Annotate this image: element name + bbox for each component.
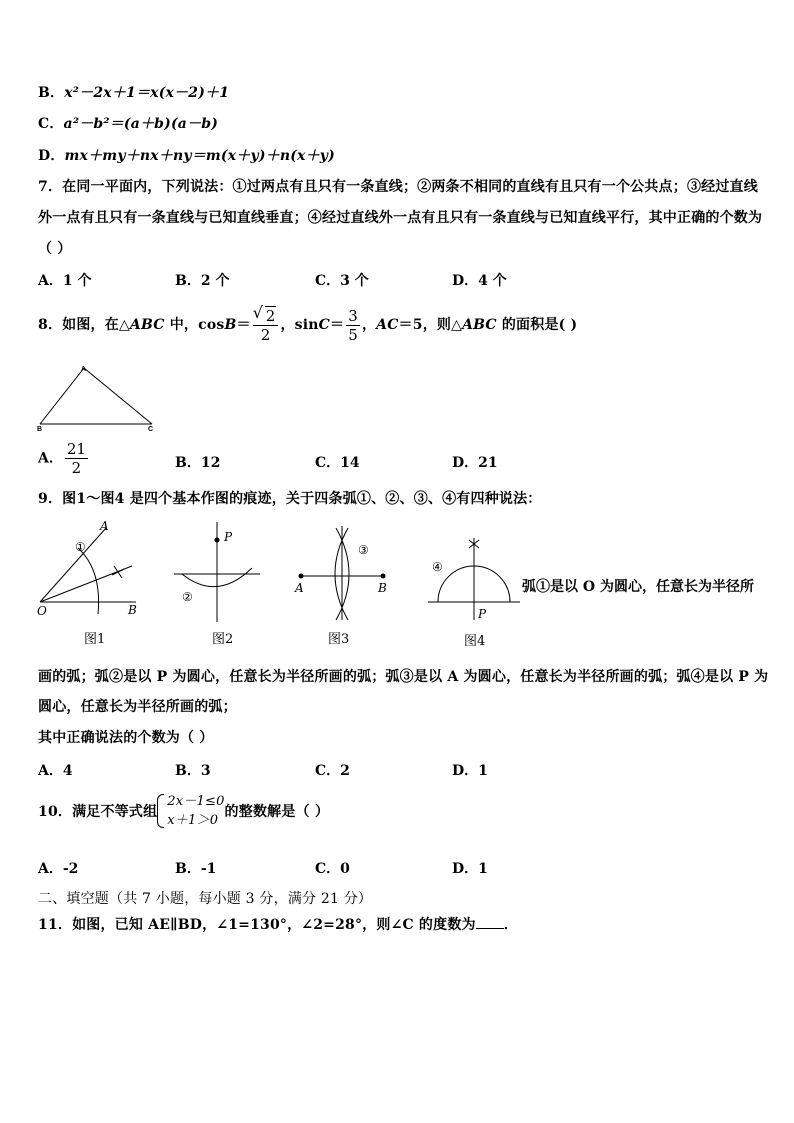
denominator: 2	[260, 326, 271, 344]
option-label: D．	[38, 148, 65, 164]
q8-triangle-figure	[36, 362, 158, 432]
q7-line3: （ ）	[38, 241, 72, 257]
q11-end: ．	[503, 917, 518, 933]
option-expression: mx＋my＋nx＋ny＝m(x＋y)＋n(x＋y)	[64, 148, 335, 164]
option-expression: x²－2x＋1＝x(x－2)＋1	[64, 85, 230, 101]
option-label: B．	[38, 85, 65, 101]
q8-text: ＝	[329, 317, 345, 333]
q8-angle-b: B	[224, 317, 237, 333]
q10-text: 10．满足不等式组	[38, 804, 158, 820]
q8-option-d: D．21	[452, 455, 498, 471]
figure-4-caption: 图4	[464, 634, 486, 649]
arc-label: ①	[75, 540, 86, 554]
label-a: A	[295, 581, 304, 595]
inequality-system	[157, 792, 224, 830]
q9-line2: 画的弧；弧②是以 P 为圆心，任意长为半径所画的弧；弧③是以 A 为圆心，任意长为半径所画的弧；弧④是以 P 为	[38, 669, 769, 685]
point-a	[299, 574, 304, 579]
q10-option-c: C．0	[315, 861, 350, 877]
q8-text: ，	[361, 317, 377, 333]
q8-text: 的面积是( )	[496, 317, 578, 333]
ray-oa	[40, 528, 106, 602]
point-p	[215, 538, 220, 543]
q7-option-a: A．1 个	[38, 273, 92, 289]
q8-side-ac: AC	[376, 317, 399, 333]
label-p: P	[478, 607, 487, 621]
inequality-1: 2x－1≤0	[167, 794, 225, 809]
denominator: 5	[348, 325, 358, 344]
q10-text: 的整数解是（ ）	[224, 804, 330, 820]
numerator: 3	[348, 306, 358, 325]
q7-option-b: B．2 个	[175, 273, 230, 289]
figure-2-caption: 图2	[212, 632, 234, 647]
label-b: B	[128, 603, 137, 617]
q8-option-b: B．12	[175, 455, 221, 471]
q9-option-b: B．3	[175, 763, 211, 779]
inequality-2: x＋1＞0	[167, 813, 219, 828]
q9-line4: 其中正确说法的个数为（ ）	[38, 730, 214, 746]
figure-1-caption: 图1	[84, 632, 106, 647]
q9-figure-3	[292, 524, 392, 624]
q8-stem	[38, 306, 577, 344]
triangle-side-ac	[84, 368, 152, 424]
q9-figure-4	[424, 526, 524, 626]
arc-1	[78, 548, 99, 614]
q8-option-a-fraction	[65, 440, 88, 477]
q7-line2: 外一点有且只有一条直线与已知直线垂直；④经过直线外一点有且只有一条直线与已知直线平行，其中正确的个数为	[38, 210, 763, 226]
q9-figure-1	[36, 518, 146, 618]
q6-option-b	[38, 82, 229, 102]
arc-label: ②	[182, 590, 193, 604]
option-expression: a²－b²＝(a＋b)(a－b)	[63, 116, 219, 132]
vertex-label-c: C	[148, 426, 154, 432]
q8-text: 8．如图，在△	[38, 317, 130, 333]
q8-angle-c: C	[318, 317, 330, 333]
label-p: P	[224, 530, 233, 544]
q10-option-b: B．-1	[175, 861, 217, 877]
q9-figure-2	[168, 522, 264, 622]
sqrt-symbol	[255, 306, 277, 325]
q8-text: ＝	[236, 317, 251, 333]
denominator: 2	[71, 459, 82, 477]
q9-option-a: A．4	[38, 763, 73, 779]
vertex-label-b: B	[37, 426, 43, 432]
q6-option-d	[38, 145, 335, 165]
q8-option-c: C．14	[315, 455, 360, 471]
arc-label: ④	[432, 560, 443, 574]
section-heading: 二、填空题（共 7 小题，每小题 3 分，满分 21 分）	[38, 891, 373, 907]
q7-line1: 7．在同一平面内，下列说法：①过两点有且只有一条直线；②两条不相同的直线有且只有一个公共点；③经过直线	[38, 179, 758, 195]
radicand: √ 2	[265, 307, 276, 325]
numerator: 21	[66, 440, 86, 458]
triangle-side-ab	[40, 366, 87, 424]
q8-sin-fraction	[346, 307, 360, 344]
q9-side-text: 弧①是以 O 为圆心，任意长为半径所	[522, 579, 754, 595]
q8-triangle-name: ABC	[129, 317, 165, 333]
arc-label: ③	[358, 543, 369, 557]
q8-triangle-name: ABC	[462, 317, 497, 333]
vertex-label-a: A	[81, 366, 87, 373]
label-a: A	[100, 519, 109, 533]
label-o: O	[37, 604, 47, 618]
q8-text: 中，cos	[164, 317, 225, 333]
q10-option-d: D．1	[452, 861, 488, 877]
q9-line3: 圆心，任意长为半径所画的弧；	[38, 699, 237, 715]
q8-cos-fraction	[253, 306, 279, 344]
q8-option-a	[38, 440, 90, 477]
label-b: B	[378, 581, 387, 595]
q9-option-c: C．2	[315, 763, 350, 779]
q11-stem	[38, 914, 518, 934]
q9-line1: 9．图1～图4 是四个基本作图的痕迹，关于四条弧①、②、③、④有四种说法：	[38, 491, 542, 507]
option-label: C．	[38, 116, 64, 132]
q11-text: 11．如图，已知 AE∥BD，∠1=130°，∠2=28°，则∠C 的度数为	[38, 917, 476, 933]
option-label: A．	[38, 450, 63, 467]
answer-blank	[476, 916, 504, 929]
q8-text: ，sin	[280, 317, 319, 333]
q6-option-c	[38, 113, 218, 133]
q10-stem	[38, 792, 329, 830]
cross-mark	[112, 566, 124, 578]
q10-option-a: A．-2	[38, 861, 79, 877]
q8-text: ＝5，则△	[398, 317, 463, 333]
q9-option-d: D．1	[452, 763, 488, 779]
q7-option-d: D．4 个	[452, 273, 507, 289]
q7-option-c: C．3 个	[315, 273, 369, 289]
point-b	[381, 574, 386, 579]
figure-3-caption: 图3	[328, 632, 350, 647]
